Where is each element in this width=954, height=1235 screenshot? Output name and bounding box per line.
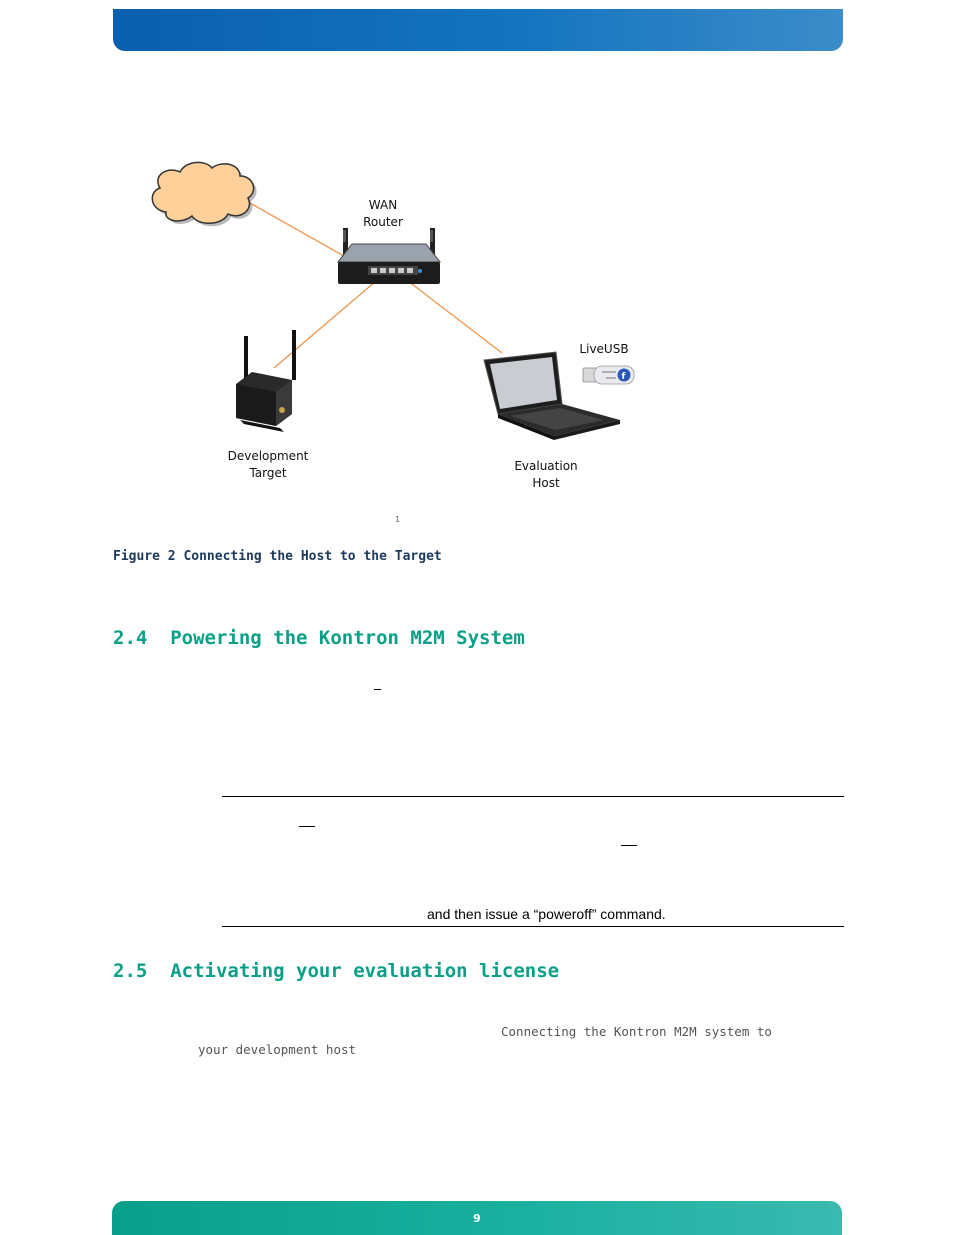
development-target-icon xyxy=(236,330,296,432)
figure-caption: Figure 2 Connecting the Host to the Target xyxy=(113,549,442,564)
stray-dash-mark xyxy=(374,689,381,690)
page-number: 9 xyxy=(473,1211,481,1225)
wan-router-icon xyxy=(338,228,440,284)
evaluation-host-label xyxy=(506,458,586,492)
footnote-marker: 1 xyxy=(395,515,401,524)
liveusb-label: LiveUSB xyxy=(579,342,629,356)
development-target-label-line1: Development xyxy=(227,449,309,463)
note-top-rule xyxy=(222,796,844,797)
network-diagram xyxy=(0,0,954,540)
section-heading-powering: 2.4 Powering the Kontron M2M System xyxy=(113,627,525,649)
note-dash-mark-2 xyxy=(621,845,637,846)
cross-reference-line1[interactable]: Connecting the Kontron M2M system to xyxy=(501,1024,772,1039)
wan-router-label xyxy=(353,197,413,231)
evaluation-host-label-line2: Host xyxy=(532,476,560,490)
page-footer-band xyxy=(112,1201,842,1235)
wan-router-label-line1: WAN xyxy=(368,198,398,212)
link-router-target xyxy=(274,281,376,368)
wan-router-label-line2: Router xyxy=(363,215,403,229)
note-bottom-rule xyxy=(222,926,844,927)
note-dash-mark-1 xyxy=(299,826,315,827)
section-heading-activating: 2.5 Activating your evaluation license xyxy=(113,960,560,982)
development-target-label xyxy=(222,448,314,482)
link-router-host xyxy=(408,281,502,353)
internet-cloud-icon xyxy=(152,162,256,226)
evaluation-host-label-line1: Evaluation xyxy=(514,459,578,473)
note-text: and then issue a “poweroff” command. xyxy=(427,906,666,922)
evaluation-host-laptop-icon xyxy=(484,352,620,440)
liveusb-stick-icon xyxy=(583,366,634,384)
svg-text:f: f xyxy=(621,372,626,382)
cross-reference-line2[interactable]: your development host xyxy=(198,1042,357,1057)
development-target-label-line2: Target xyxy=(249,466,287,480)
